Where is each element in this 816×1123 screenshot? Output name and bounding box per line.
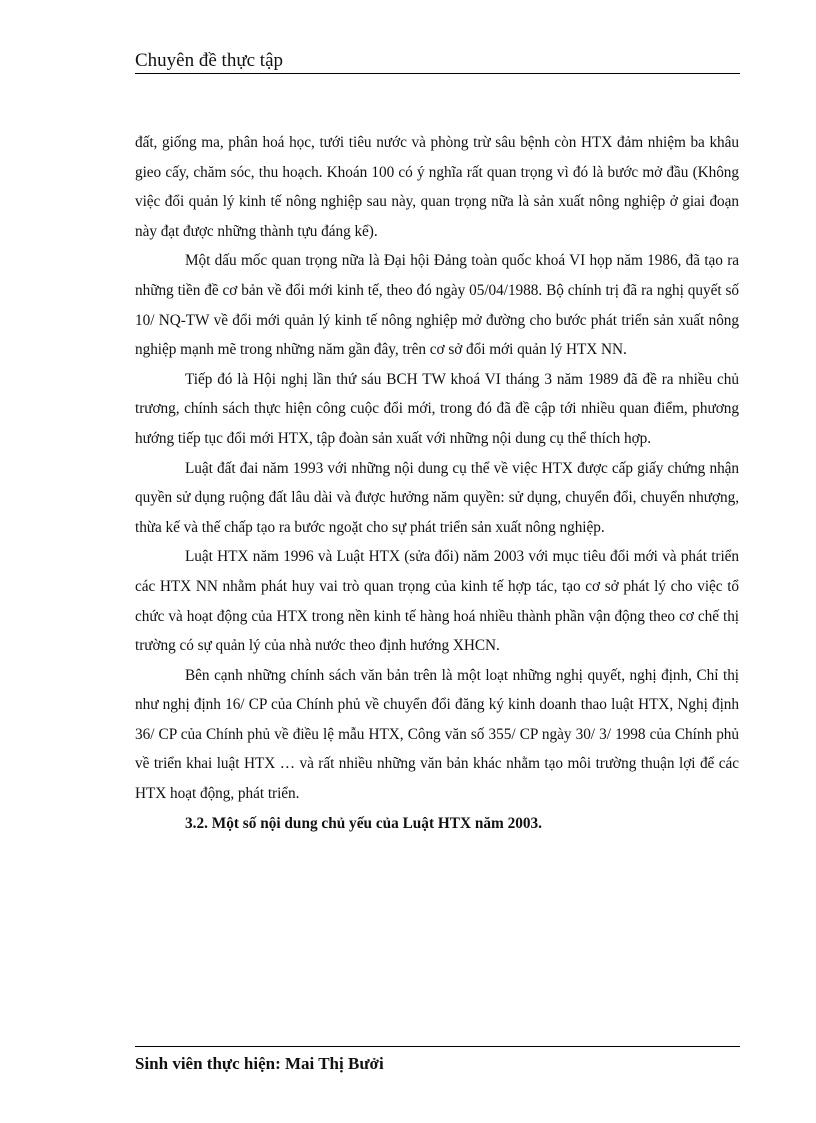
document-body — [135, 128, 739, 838]
footer-author: Sinh viên thực hiện: Mai Thị Bưởi — [135, 1054, 384, 1073]
paragraph: Tiếp đó là Hội nghị lần thứ sáu BCH TW khoá VI tháng 3 năm 1989 đã đề ra nhiều chủ trương, chính sách thực hiện công cuộc đổi mới, trong đó đã đề cập tới nhiều quan điểm, phương hướng tiếp tục đổi mới HTX, tập đoàn sản xuất với những nội dung cụ thể thích hợp. — [135, 370, 739, 447]
paragraph: Luật đất đai năm 1993 với những nội dung cụ thể về việc HTX được cấp giấy chứng nhận quyền sử dụng ruộng đất lâu dài và được hưởng năm quyền: sử dụng, chuyển đổi, chuyển nhượng, thừa kế và thế chấp tạo ra bước ngoặt cho sự phát triển sản xuất nông nghiệp. — [135, 459, 739, 536]
paragraph: Bên cạnh những chính sách văn bản trên là một loạt những nghị quyết, nghị định, Chỉ thị như nghị định 16/ CP của Chính phủ về chuyển đổi đăng ký kinh doanh thao luật HTX, Nghị định 36/ CP của Chính phủ về điều lệ mẫu HTX, Công văn số 355/ CP ngày 30/ 3/ 1998 của Chính phủ về triển khai luật HTX … và rất nhiều những văn bản khác nhằm tạo môi trường thuận lợi để các HTX hoạt động, phát triển. — [135, 666, 739, 803]
paragraph-continuation: đất, giống ma, phân hoá học, tưới tiêu nước và phòng trừ sâu bệnh còn HTX đảm nhiệm ba khâu gieo cấy, chăm sóc, thu hoạch. Khoán 100 có ý nghĩa rất quan trọng vì đó là bước mở đầu (Không việc đổi quản lý kinh tế nông nghiệp sau này, quan trọng nữa là sản xuất nông nghiệp ở giai đoạn này đạt được những thành tựu đáng kể). — [135, 134, 739, 240]
paragraph: Luật HTX năm 1996 và Luật HTX (sửa đổi) năm 2003 với mục tiêu đổi mới và phát triển các HTX NN nhằm phát huy vai trò quan trọng của kinh tế hợp tác, tạo cơ sở phát lý cho việc tổ chức và hoạt động của HTX trong nền kinh tế hàng hoá nhiều thành phần vận động theo cơ chế thị trường có sự quản lý của nhà nước theo định hướng XHCN. — [135, 548, 739, 655]
paragraph: Một dấu mốc quan trọng nữa là Đại hội Đảng toàn quốc khoá VI họp năm 1986, đã tạo ra những tiền đề cơ bản về đổi mới kinh tế, theo đó ngày 05/04/1988. Bộ chính trị đã ra nghị quyết số 10/ NQ-TW về đổi mới quản lý kinh tế nông nghiệp mở đường cho bước phát triển sản xuất nông nghiệp mạnh mẽ trong những năm gần đây, trên cơ sở đổi mới quản lý HTX NN. — [135, 252, 739, 359]
page-header — [135, 50, 740, 74]
header-title: Chuyên đề thực tập — [135, 50, 740, 74]
page-footer — [135, 1046, 740, 1074]
section-heading: 3.2. Một số nội dung chủ yếu của Luật HTX năm 2003. — [185, 814, 542, 832]
